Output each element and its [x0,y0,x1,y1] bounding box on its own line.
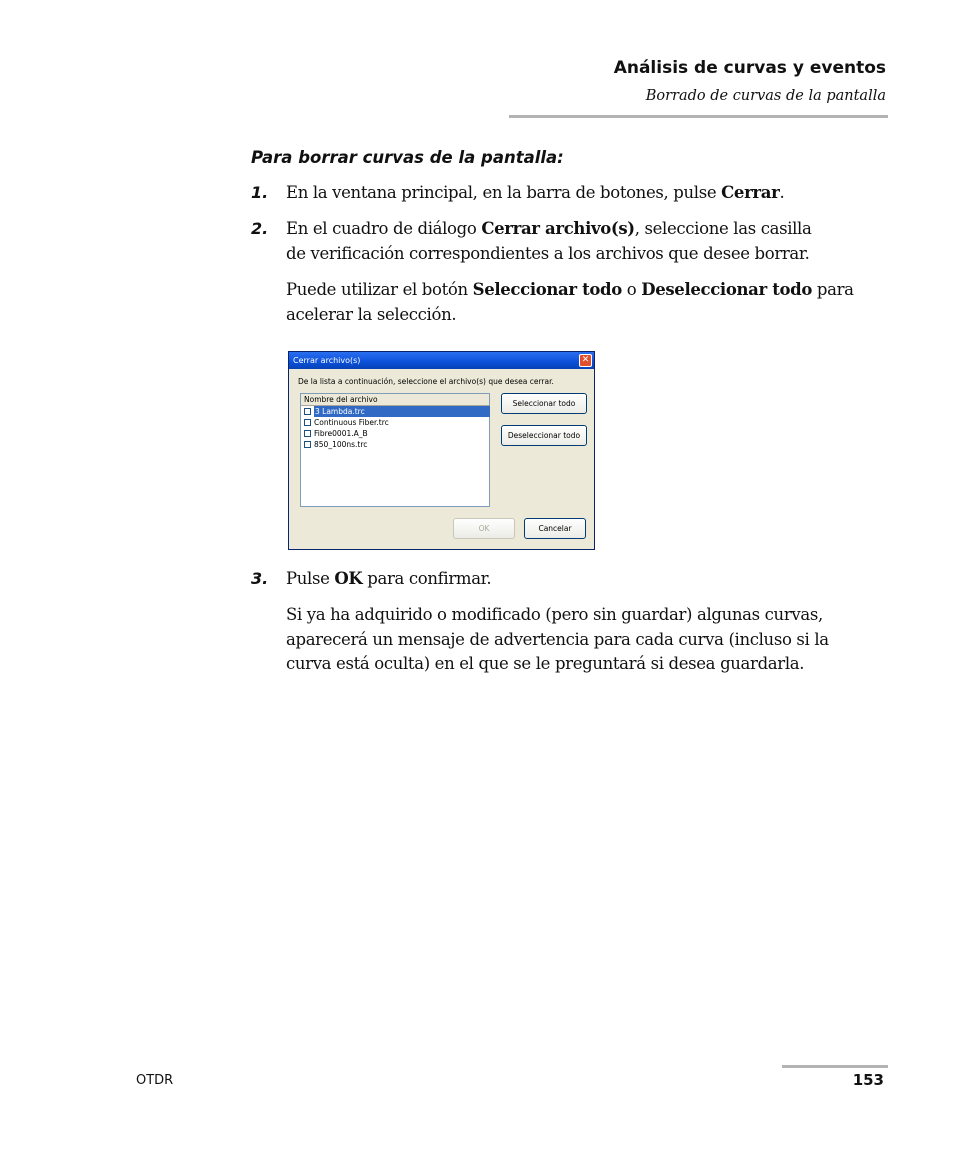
step-3-note: Si ya ha adquirido o modificado (pero sin guardar) algunas curvas, aparecerá un mensaje de advertencia para cada curva (incluso si la curva está oculta) en el que se le preguntará si desea guardarla. [286,605,829,673]
close-icon[interactable]: ✕ [579,354,592,367]
section-heading: Para borrar curvas de la pantalla: [251,148,564,167]
file-list-header[interactable]: Nombre del archivo [301,394,489,406]
step-2-text: En el cuadro de diálogo Cerrar archivo(s), seleccione las casilla de verificación correspondientes a los archivos que desee borrar. [286,219,812,263]
deselect-all-button[interactable]: Deseleccionar todo [501,425,587,446]
page-number: 153 [852,1071,884,1089]
file-list-item[interactable]: 3 Lambda.trc [301,406,489,417]
select-all-button[interactable]: Seleccionar todo [501,393,587,414]
dialog-title-bar [289,352,594,369]
ok-button[interactable]: OK [453,518,515,539]
checkbox[interactable] [304,430,311,437]
footer-divider [782,1065,888,1068]
checkbox[interactable] [304,441,311,448]
running-header-title: Análisis de curvas y eventos [613,58,886,78]
step-3-number: 3. [251,569,269,588]
file-list-item[interactable]: Continuous Fiber.trc [301,417,489,428]
step-3-text: Pulse OK para confirmar. [286,569,492,588]
file-list-item[interactable]: Fibre0001.A_B [301,428,489,439]
step-2-number: 2. [251,219,269,238]
close-files-dialog [288,351,595,550]
file-list-item[interactable]: 850_100ns.trc [301,439,489,450]
dialog-title: Cerrar archivo(s) [293,356,361,365]
file-list[interactable] [300,393,490,507]
step-1-text: En la ventana principal, en la barra de botones, pulse Cerrar. [286,183,785,202]
footer-product: OTDR [136,1073,174,1088]
step-1-number: 1. [251,183,269,202]
header-divider [509,115,888,118]
running-header-subtitle: Borrado de curvas de la pantalla [645,88,886,104]
checkbox[interactable] [304,408,311,415]
step-2-note: Puede utilizar el botón Seleccionar todo o Deseleccionar todo para acelerar la selección. [286,280,854,324]
cancel-button[interactable]: Cancelar [524,518,586,539]
dialog-prompt: De la lista a continuación, seleccione el archivo(s) que desea cerrar. [298,377,554,386]
checkbox[interactable] [304,419,311,426]
